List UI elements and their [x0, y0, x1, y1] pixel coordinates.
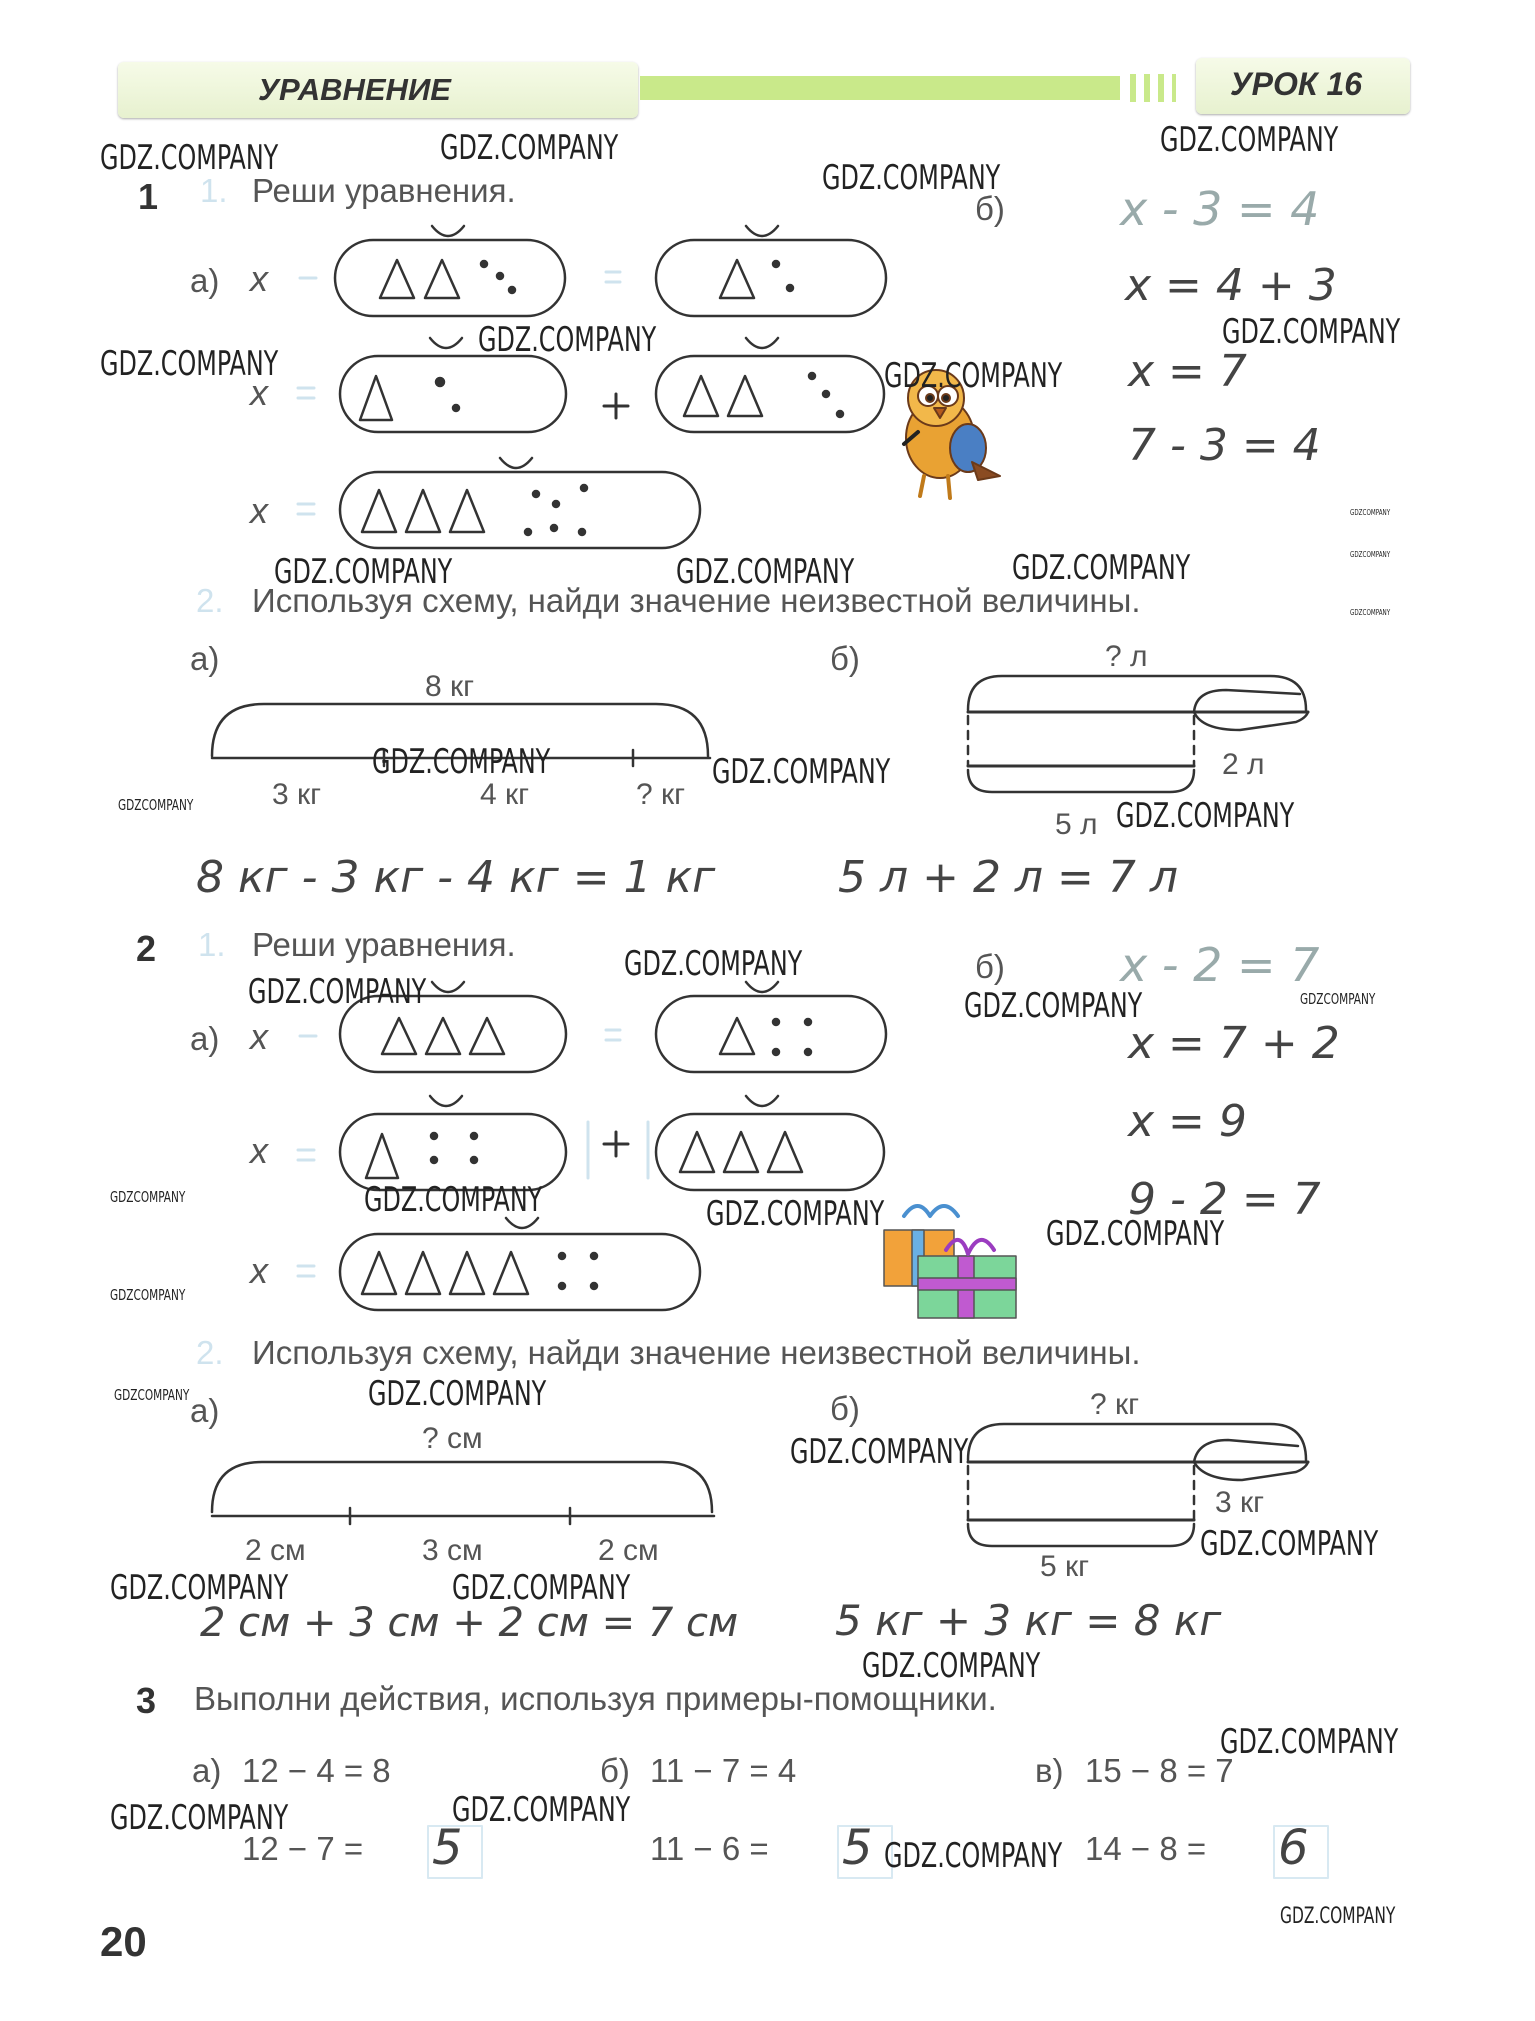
- ex1-capsule-2: [656, 226, 886, 316]
- ex2-segment-diagram-a: [212, 1462, 714, 1524]
- ex1-plus: [604, 394, 628, 418]
- ex1-a-total: 8 кг: [425, 670, 475, 703]
- watermark-small: GDZCOMPANY: [110, 1188, 186, 1206]
- ex2-capsule-5: [340, 1218, 700, 1310]
- watermark: GDZ.COMPANY: [1046, 1214, 1225, 1254]
- ex2-task2-b-label: б): [830, 1390, 860, 1427]
- watermark: GDZ.COMPANY: [110, 1798, 289, 1838]
- ex2-b-base: 5 кг: [1040, 1550, 1090, 1583]
- ex2-a-total: ? см: [422, 1422, 483, 1455]
- ex3-b-helper: 11 − 7 = 4: [650, 1752, 797, 1789]
- ex2-task1-a-label: а): [190, 1020, 220, 1057]
- ex2-a-part-1: 2 см: [245, 1534, 306, 1567]
- ex1-answer-a: 8 кг - 3 кг - 4 кг = 1 кг: [196, 852, 716, 903]
- watermark: GDZ.COMPANY: [1116, 796, 1295, 836]
- ex1-task2-prompt: Используя схему, найди значение неизвестной величины.: [252, 582, 1141, 619]
- watermark: GDZ.COMPANY: [884, 356, 1063, 396]
- gift-illustration: [884, 1206, 1016, 1318]
- watermark: GDZ.COMPANY: [706, 1194, 885, 1234]
- watermark: GDZ.COMPANY: [1222, 312, 1401, 352]
- ex1-task1-b-label: б): [975, 190, 1005, 227]
- ex1-x-label-2: x: [250, 372, 268, 413]
- watermark: GDZ.COMPANY: [100, 138, 279, 178]
- watermark: GDZ.COMPANY: [372, 742, 551, 782]
- watermark-small: GDZCOMPANY: [110, 1286, 186, 1304]
- watermark-tiny: GDZCOMPANY: [1350, 608, 1391, 617]
- watermark: GDZ.COMPANY: [368, 1374, 547, 1414]
- ex1-a-part-2: 4 кг: [480, 778, 530, 811]
- ex2-b-line-4: 9 - 2 = 7: [1128, 1174, 1321, 1225]
- watermark: GDZ.COMPANY: [248, 972, 427, 1012]
- ex3-a-label: а): [192, 1752, 222, 1789]
- ex1-b-diff: 2 л: [1222, 748, 1265, 781]
- ex3-a-answer: 5: [432, 1820, 463, 1876]
- ex1-b-line-1: x - 3 = 4: [1120, 182, 1320, 236]
- ex3-prompt: Выполни действия, используя примеры-помощники.: [194, 1680, 997, 1717]
- watermark: GDZ.COMPANY: [452, 1790, 631, 1830]
- ex1-b-base: 5 л: [1055, 808, 1098, 841]
- ex2-capsule-2: [656, 982, 886, 1072]
- ex2-task2-a-label: а): [190, 1392, 220, 1429]
- ex1-b-line-2: x = 4 + 3: [1125, 260, 1337, 311]
- ex2-a-part-3: 2 см: [598, 1534, 659, 1567]
- ex1-answer-b: 5 л + 2 л = 7 л: [838, 852, 1178, 903]
- ex1-a-part-3: ? кг: [636, 778, 686, 811]
- watermark: GDZ.COMPANY: [478, 320, 657, 360]
- watermark: GDZ.COMPANY: [1012, 548, 1191, 588]
- ex3-b-answer: 5: [842, 1820, 873, 1876]
- watermark: GDZ.COMPANY: [452, 1568, 631, 1608]
- ex2-x-label-3: x: [250, 1250, 268, 1291]
- watermark-tiny: GDZCOMPANY: [1350, 550, 1391, 559]
- watermark: GDZ.COMPANY: [822, 158, 1001, 198]
- watermark: GDZ.COMPANY: [1220, 1722, 1399, 1762]
- watermark: GDZ.COMPANY: [712, 752, 891, 792]
- watermark: GDZ.COMPANY: [274, 552, 453, 592]
- ex1-pale-operators: [298, 272, 620, 514]
- ex3-a-task: 12 − 7 =: [242, 1830, 364, 1867]
- ex1-b-line-4: 7 - 3 = 4: [1128, 420, 1321, 471]
- watermark: GDZ.COMPANY: [964, 986, 1143, 1026]
- watermark-small: GDZCOMPANY: [1300, 990, 1376, 1008]
- watermark: GDZ.COMPANY: [100, 344, 279, 384]
- lesson-label: УРОК 16: [1230, 66, 1363, 102]
- watermark: GDZ.COMPANY: [440, 128, 619, 168]
- watermark-small: GDZCOMPANY: [114, 1386, 190, 1404]
- ex2-b-line-1: x - 2 = 7: [1120, 938, 1320, 992]
- ex1-a-part-1: 3 кг: [272, 778, 322, 811]
- ex1-task1-prompt: Реши уравнения.: [252, 172, 516, 209]
- ex2-plus: [604, 1132, 628, 1156]
- watermark: GDZ.COMPANY: [1200, 1524, 1379, 1564]
- watermark: GDZ.COMPANY: [884, 1836, 1063, 1876]
- ex2-b-diff: 3 кг: [1215, 1486, 1265, 1519]
- exercise-1-number: 1: [138, 176, 159, 217]
- ex1-b-line-3: x = 7: [1128, 346, 1247, 397]
- ex1-task2-a-label: а): [190, 640, 220, 677]
- ex1-capsule-4: [656, 338, 884, 432]
- ex1-task2-num: 2.: [196, 582, 224, 619]
- ex1-task1-a-label: а): [190, 262, 220, 299]
- ex2-task1-num: 1.: [198, 926, 226, 963]
- ex3-c-task: 14 − 8 =: [1085, 1830, 1207, 1867]
- ex2-b-line-2: x = 7 + 2: [1128, 1018, 1340, 1069]
- ex3-a-helper: 12 − 4 = 8: [242, 1752, 391, 1789]
- ex2-answer-a: 2 см + 3 см + 2 см = 7 см: [200, 1600, 739, 1646]
- watermark-tiny: GDZCOMPANY: [1350, 508, 1391, 517]
- ex2-task1-prompt: Реши уравнения.: [252, 926, 516, 963]
- ex2-x-label-1: x: [250, 1016, 268, 1057]
- watermark: GDZ.COMPANY: [676, 552, 855, 592]
- watermark-small: GDZ.COMPANY: [1280, 1904, 1396, 1929]
- ex2-task2-num: 2.: [196, 1334, 224, 1371]
- ex2-a-part-2: 3 см: [422, 1534, 483, 1567]
- page-number: 20: [100, 1918, 147, 1965]
- ex3-b-label: б): [600, 1752, 630, 1789]
- ex1-b-total: ? л: [1105, 640, 1148, 673]
- ex1-x-label-1: x: [250, 258, 268, 299]
- ex1-task1-num: 1.: [200, 172, 228, 209]
- exercise-3-number: 3: [136, 1680, 157, 1721]
- ex3-c-answer: 6: [1278, 1820, 1309, 1876]
- ex1-capsule-5: [340, 458, 700, 548]
- ex1-task2-b-label: б): [830, 640, 860, 677]
- watermark: GDZ.COMPANY: [110, 1568, 289, 1608]
- ex3-b-task: 11 − 6 =: [650, 1830, 769, 1867]
- ex2-capsule-4: [656, 1096, 884, 1190]
- ex2-task1-b-label: б): [975, 948, 1005, 985]
- ex1-compare-diagram-b: [968, 676, 1308, 792]
- ex2-answer-b: 5 кг + 3 кг = 8 кг: [835, 1596, 1222, 1645]
- ex3-c-label: в): [1035, 1752, 1064, 1789]
- ex3-answer-boxes: [428, 1826, 1328, 1878]
- ex2-pale-operators: [298, 1030, 648, 1276]
- page-title: УРАВНЕНИЕ: [258, 72, 451, 107]
- ex2-b-total: ? кг: [1090, 1388, 1140, 1421]
- ex2-x-label-2: x: [250, 1130, 268, 1171]
- watermark: GDZ.COMPANY: [862, 1646, 1041, 1686]
- ex2-b-line-3: x = 9: [1128, 1096, 1247, 1147]
- watermark: GDZ.COMPANY: [624, 944, 803, 984]
- watermark: GDZ.COMPANY: [790, 1432, 969, 1472]
- ex1-capsule-1: [335, 226, 565, 316]
- exercise-2-number: 2: [136, 928, 157, 969]
- ex2-task2-prompt: Используя схему, найди значение неизвестной величины.: [252, 1334, 1141, 1371]
- ex2-capsule-3: [340, 1096, 566, 1190]
- watermark: GDZ.COMPANY: [1160, 120, 1339, 160]
- watermark-small: GDZCOMPANY: [118, 796, 194, 814]
- ex1-x-label-3: x: [250, 490, 268, 531]
- watermark: GDZ.COMPANY: [364, 1180, 543, 1220]
- ex3-c-helper: 15 − 8 = 7: [1085, 1752, 1234, 1789]
